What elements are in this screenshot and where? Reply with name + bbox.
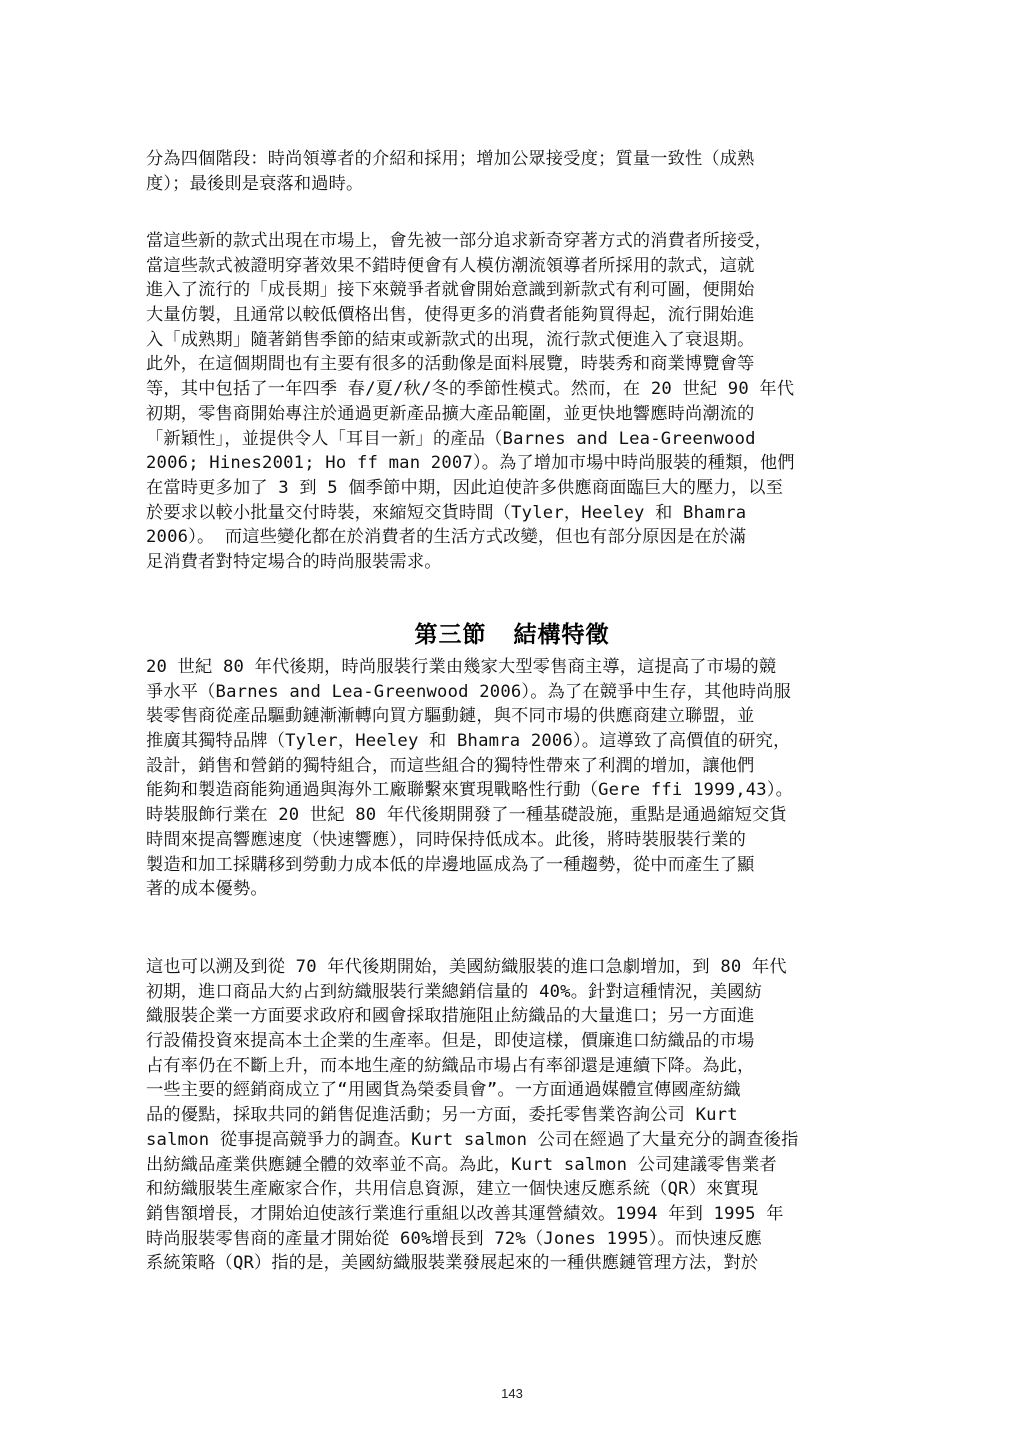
text-line: 時尚服裝零售商的產量才開始從 60%增長到 72%（Jones 1995）。而快速反應: [146, 1228, 762, 1249]
text-line: 行設備投資來提高本土企業的生產率。但是，即使這樣，價廉進口紡織品的市場: [146, 1031, 755, 1052]
text-line: 分為四個階段：時尚領導者的介紹和採用；增加公眾接受度；質量一致性（成熟: [146, 149, 755, 169]
text-line: 「新穎性」，並提供令人「耳目一新」的產品（Barnes and Lea-Greenwood: [146, 428, 756, 449]
text-line: 當這些新的款式出現在市場上，會先被一部分追求新奇穿著方式的消費者所接受，: [146, 231, 772, 251]
text-line: 初期，進口商品大約占到紡織服裝行業總銷信量的 40%。針對這種情況，美國紡: [146, 981, 762, 1002]
page-number: 143: [501, 1386, 523, 1401]
paragraph-2: [146, 229, 876, 575]
text-line: 足消費者對特定場合的時尚服裝需求。: [146, 551, 442, 572]
text-line: 和紡織服裝生產廠家合作，共用信息資源，建立一個快速反應系統（QR）來實現: [146, 1179, 759, 1200]
text-line: 能夠和製造商能夠通過與海外工廠聯繫來實現戰略性行動（Gere ffi 1999,43）。: [146, 780, 794, 801]
text-line: 大量仿製，且通常以較低價格出售，使得更多的消費者能夠買得起，流行開始進: [146, 305, 755, 326]
text-line: 於要求以較小批量交付時裝，來縮短交貨時間（Tyler，Heeley 和 Bhamra: [146, 502, 747, 523]
text-line: 品的優點，採取共同的銷售促進活動；另一方面，委托零售業咨詢公司 Kurt: [146, 1105, 738, 1126]
text-line: 度）；最後則是衰落和過時。: [146, 173, 364, 194]
text-line: 入「成熟期」隨著銷售季節的結束或新款式的出現，流行款式便進入了衰退期。: [146, 329, 755, 350]
paragraph-3: [146, 655, 876, 902]
text-line: 時間來提高響應速度（快速響應），同時保持低成本。此後，將時裝服裝行業的: [146, 829, 746, 850]
text-line: 在當時更多加了 3 到 5 個季節中期，因此迫使許多供應商面臨巨大的壓力，以至: [146, 477, 784, 498]
text-line: 進入了流行的「成長期」接下來競爭者就會開始意識到新款式有利可圖，便開始: [146, 280, 755, 301]
text-line: 2006）。 而這些變化都在於消費者的生活方式改變，但也有部分原因是在於滿: [146, 527, 747, 548]
text-line: 爭水平（Barnes and Lea-Greenwood 2006）。為了在競爭中生存，其他時尚服: [146, 681, 792, 702]
text-line: 銷售額增長，才開始迫使該行業進行重組以改善其運營績效。1994 年到 1995 年: [146, 1203, 784, 1224]
section-heading: 第三節 結構特徵: [414, 621, 610, 648]
text-line: 當這些款式被證明穿著效果不錯時便會有人模仿潮流領導者所採用的款式，這就: [146, 255, 755, 276]
text-line: 著的成本優勢。: [146, 879, 268, 900]
text-line: 2006; Hines2001; Ho ff man 2007）。為了增加市場中時尚服裝的種類，他們: [146, 453, 795, 474]
text-line: 推廣其獨特品牌（Tyler，Heeley 和 Bhamra 2006）。這導致了高價值的研究，: [146, 731, 791, 752]
text-line: 織服裝企業一方面要求政府和國會採取措施阻止紡織品的大量進口；另一方面進: [146, 1006, 755, 1027]
text-line: salmon 從事提高競爭力的調查。Kurt salmon 公司在經過了大量充分的調查後指: [146, 1129, 799, 1150]
text-line: 一些主要的經銷商成立了“用國貨為榮委員會”。一方面通過媒體宣傳國產紡織: [146, 1080, 741, 1101]
text-line: 時裝服飾行業在 20 世紀 80 年代後期開發了一種基礎設施，重點是通過縮短交貨: [146, 805, 787, 826]
text-line: 此外，在這個期間也有主要有很多的活動像是面料展覽，時裝秀和商業博覽會等: [146, 354, 755, 375]
paragraph-4: [146, 955, 876, 1276]
text-line: 設計，銷售和營銷的獨特組合，而這些組合的獨特性帶來了利潤的增加，讓他們: [146, 755, 755, 776]
paragraph-1: [146, 147, 876, 196]
text-line: 初期，零售商開始專注於通過更新產品擴大產品範圍，並更快地響應時尚潮流的: [146, 403, 755, 424]
text-line: 裝零售商從產品驅動鏈漸漸轉向買方驅動鏈，與不同市場的供應商建立聯盟，並: [146, 706, 755, 727]
text-line: 出紡織品產業供應鏈全體的效率並不高。為此，Kurt salmon 公司建議零售業者: [146, 1154, 777, 1175]
text-line: 這也可以溯及到從 70 年代後期開始，美國紡織服裝的進口急劇增加，到 80 年代: [146, 957, 787, 977]
text-line: 等，其中包括了一年四季 春/夏/秋/冬的季節性模式。然而，在 20 世紀 90 年代: [146, 379, 795, 400]
text-line: 系統策略（QR）指的是，美國紡織服裝業發展起來的一種供應鏈管理方法，對於: [146, 1253, 759, 1274]
text-line: 20 世紀 80 年代後期，時尚服裝行業由幾家大型零售商主導，這提高了市場的競: [146, 657, 777, 677]
text-line: 占有率仍在不斷上升，而本地生產的紡織品市場占有率卻還是連續下降。為此，: [146, 1055, 755, 1076]
text-line: 製造和加工採購移到勞動力成本低的岸邊地區成為了一種趨勢，從中而產生了顯: [146, 854, 755, 875]
